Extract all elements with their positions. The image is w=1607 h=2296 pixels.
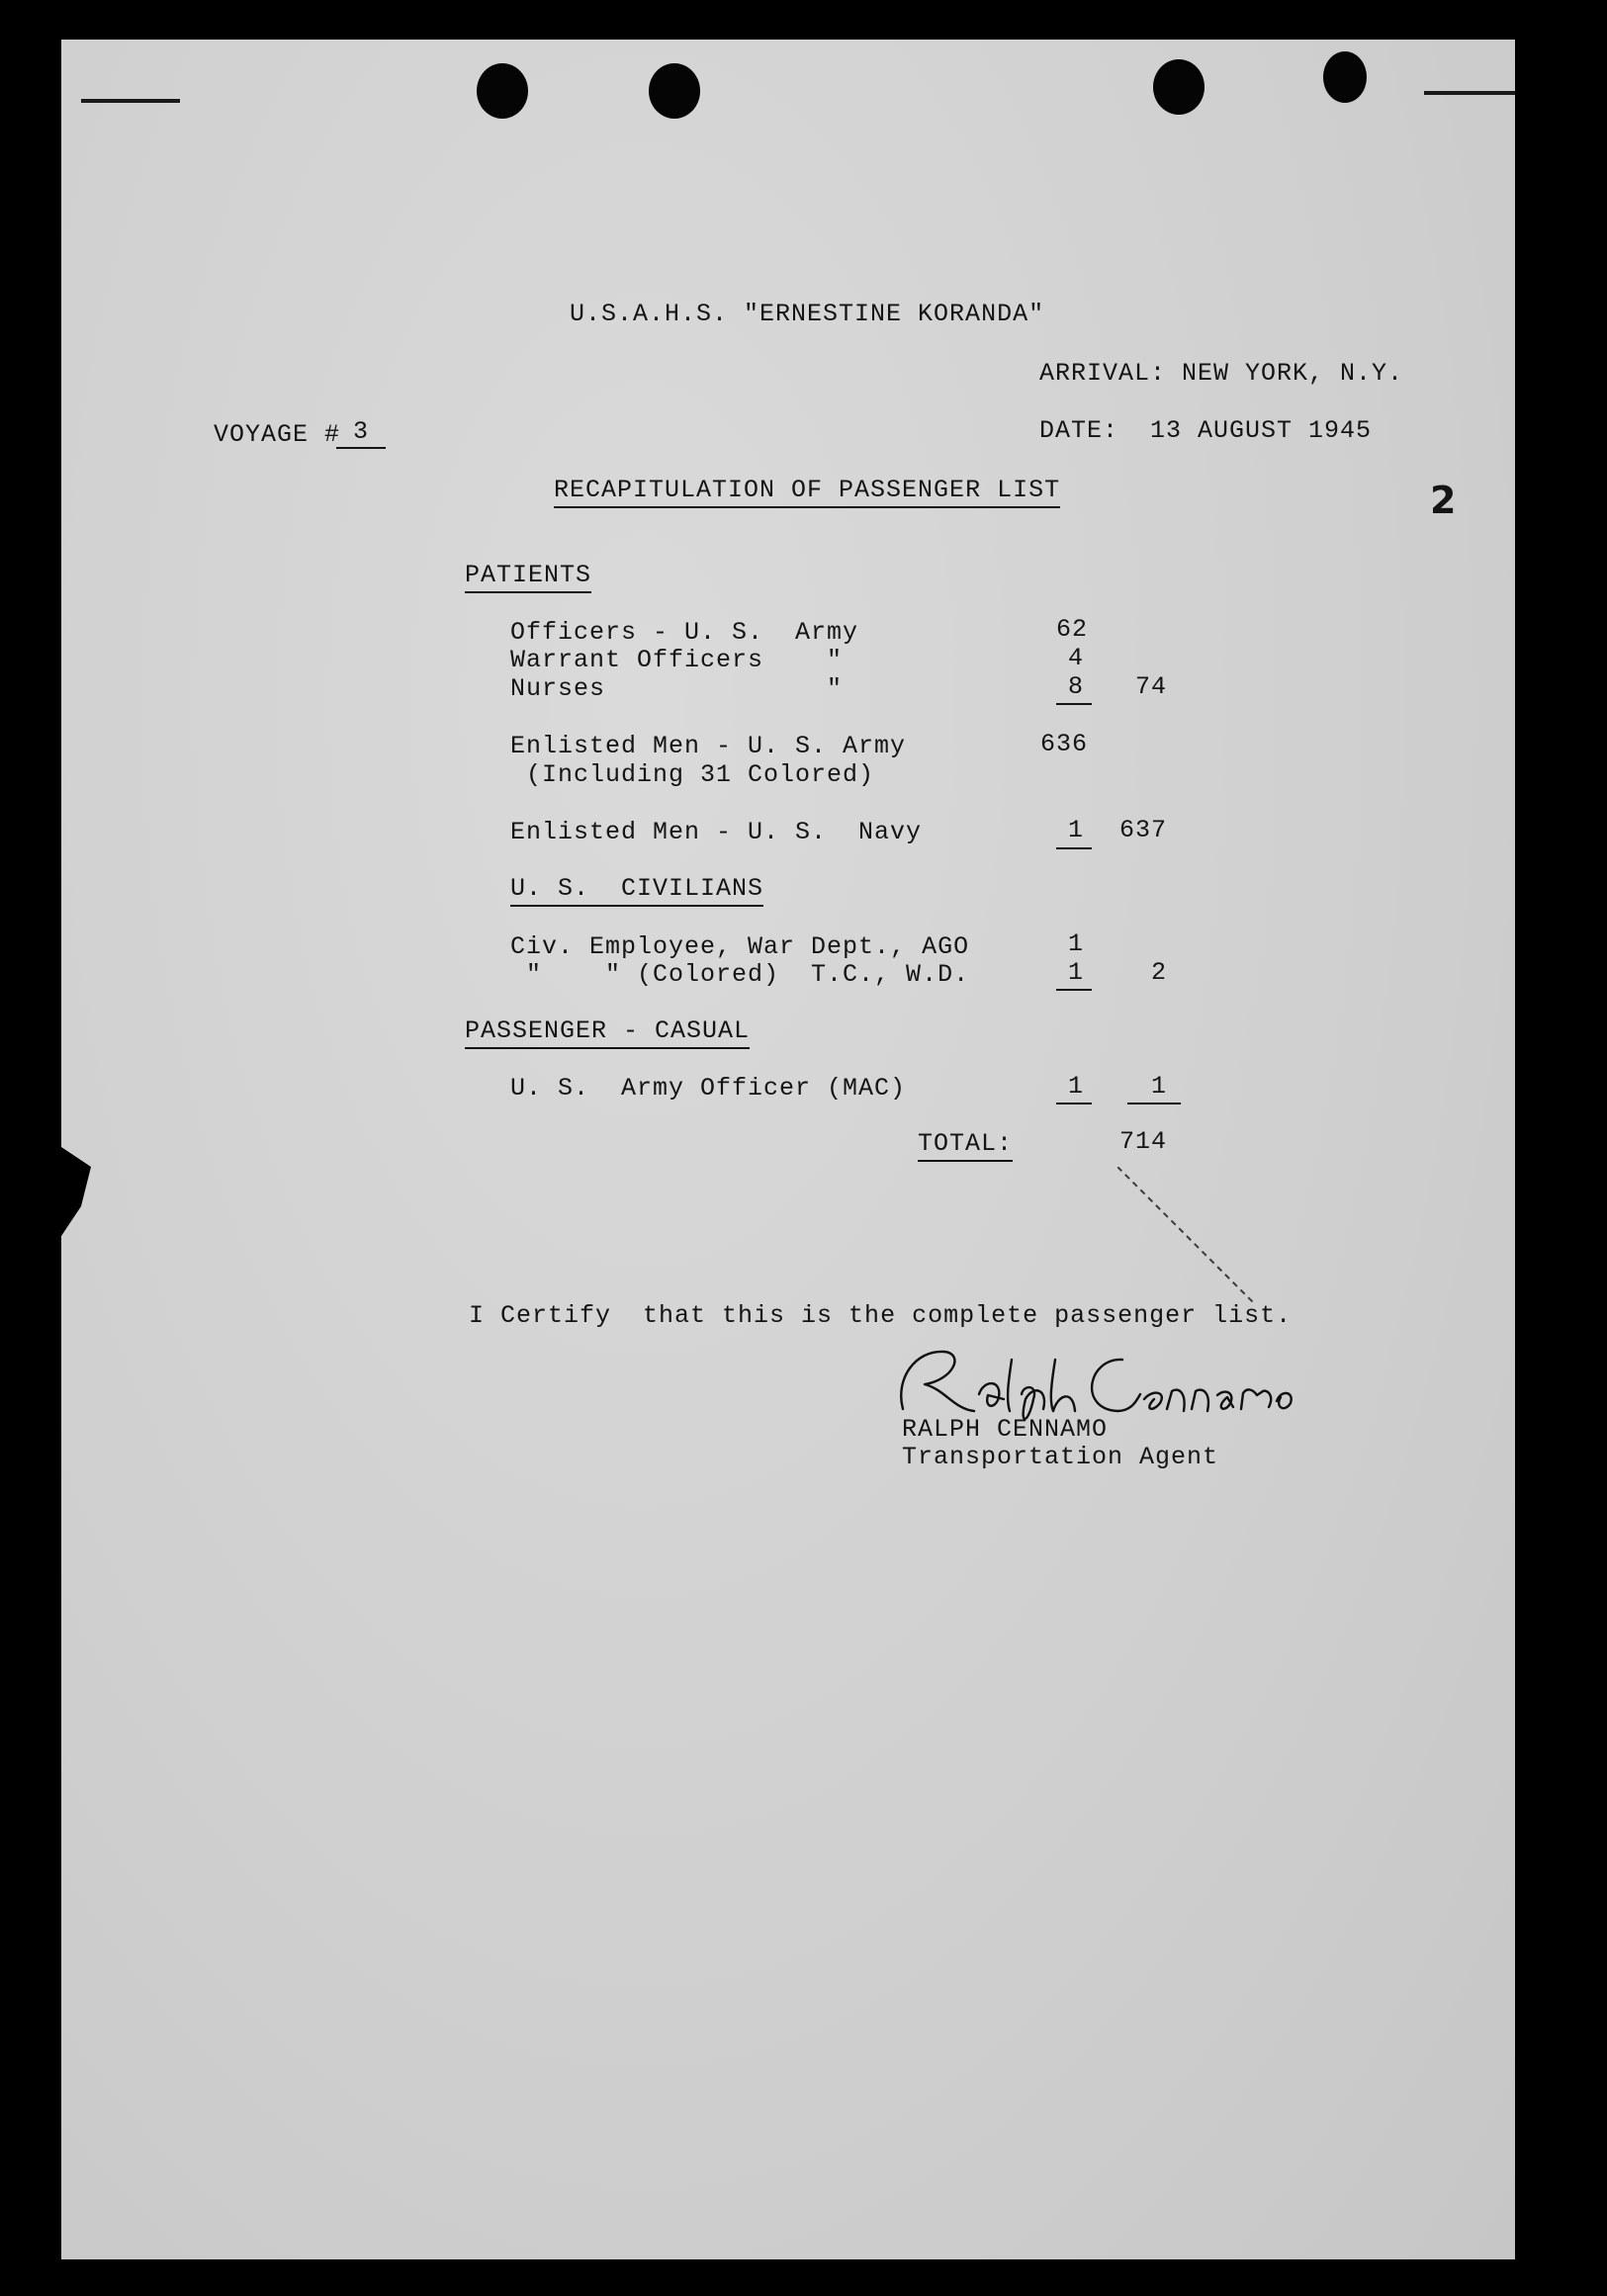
count-underline bbox=[1056, 703, 1092, 705]
section-heading-casual: PASSENGER - CASUAL bbox=[465, 1016, 750, 1049]
row-label: (Including 31 Colored) bbox=[510, 760, 875, 789]
row-label: Civ. Employee, War Dept., AGO bbox=[510, 932, 970, 961]
ship-name: U.S.A.H.S. "ERNESTINE KORANDA" bbox=[570, 300, 1045, 328]
edge-mark-right bbox=[1424, 91, 1515, 95]
subtotal-underline bbox=[1127, 1103, 1181, 1104]
punch-hole-right bbox=[1153, 59, 1205, 115]
voyage-label: VOYAGE # bbox=[214, 420, 341, 449]
row-count: 8 bbox=[1067, 672, 1084, 701]
punch-hole-far-right bbox=[1323, 51, 1367, 103]
date-line: DATE: 13 AUGUST 1945 bbox=[1039, 416, 1373, 445]
voyage-number: 3 bbox=[336, 417, 386, 449]
count-underline bbox=[1056, 1103, 1092, 1104]
row-subtotal: 637 bbox=[1118, 816, 1167, 844]
row-count: 636 bbox=[1039, 730, 1088, 758]
row-subtotal: 2 bbox=[1150, 958, 1167, 987]
row-count: 1 bbox=[1067, 958, 1084, 987]
arrival-line: ARRIVAL: NEW YORK, N.Y. bbox=[1039, 359, 1404, 388]
row-label: Nurses " bbox=[510, 674, 844, 703]
row-count: 1 bbox=[1067, 816, 1084, 844]
row-subtotal: 74 bbox=[1134, 672, 1167, 701]
row-count: 1 bbox=[1067, 1072, 1084, 1101]
section-heading-patients: PATIENTS bbox=[465, 561, 591, 593]
row-label: U. S. Army Officer (MAC) bbox=[510, 1074, 907, 1103]
row-label: " " (Colored) T.C., W.D. bbox=[510, 960, 970, 989]
document-title: RECAPITULATION OF PASSENGER LIST bbox=[554, 476, 1060, 508]
row-subtotal: 1 bbox=[1150, 1072, 1167, 1101]
count-underline bbox=[1056, 847, 1092, 849]
paper-tear bbox=[61, 1147, 101, 1236]
signer-name: RALPH CENNAMO bbox=[902, 1415, 1109, 1444]
row-label: Enlisted Men - U. S. Navy bbox=[510, 818, 923, 846]
row-label: Enlisted Men - U. S. Army bbox=[510, 732, 907, 760]
row-count: 4 bbox=[1067, 644, 1084, 672]
total-label: TOTAL: bbox=[918, 1129, 1013, 1162]
count-underline bbox=[1056, 989, 1092, 991]
certification-statement: I Certify that this is the complete passenger list. bbox=[469, 1301, 1293, 1330]
row-label: Officers - U. S. Army bbox=[510, 618, 859, 647]
row-count: 62 bbox=[1055, 615, 1088, 644]
punch-hole-center bbox=[649, 63, 700, 119]
stray-mark bbox=[1117, 1167, 1256, 1305]
section-heading-civilians: U. S. CIVILIANS bbox=[510, 874, 763, 907]
page-number: 2 bbox=[1430, 479, 1457, 522]
edge-mark-left bbox=[81, 99, 180, 103]
punch-hole-left bbox=[477, 63, 528, 119]
row-label: Warrant Officers " bbox=[510, 646, 844, 674]
total-value: 714 bbox=[1118, 1127, 1167, 1156]
row-count: 1 bbox=[1067, 929, 1084, 958]
signer-role: Transportation Agent bbox=[902, 1443, 1219, 1471]
